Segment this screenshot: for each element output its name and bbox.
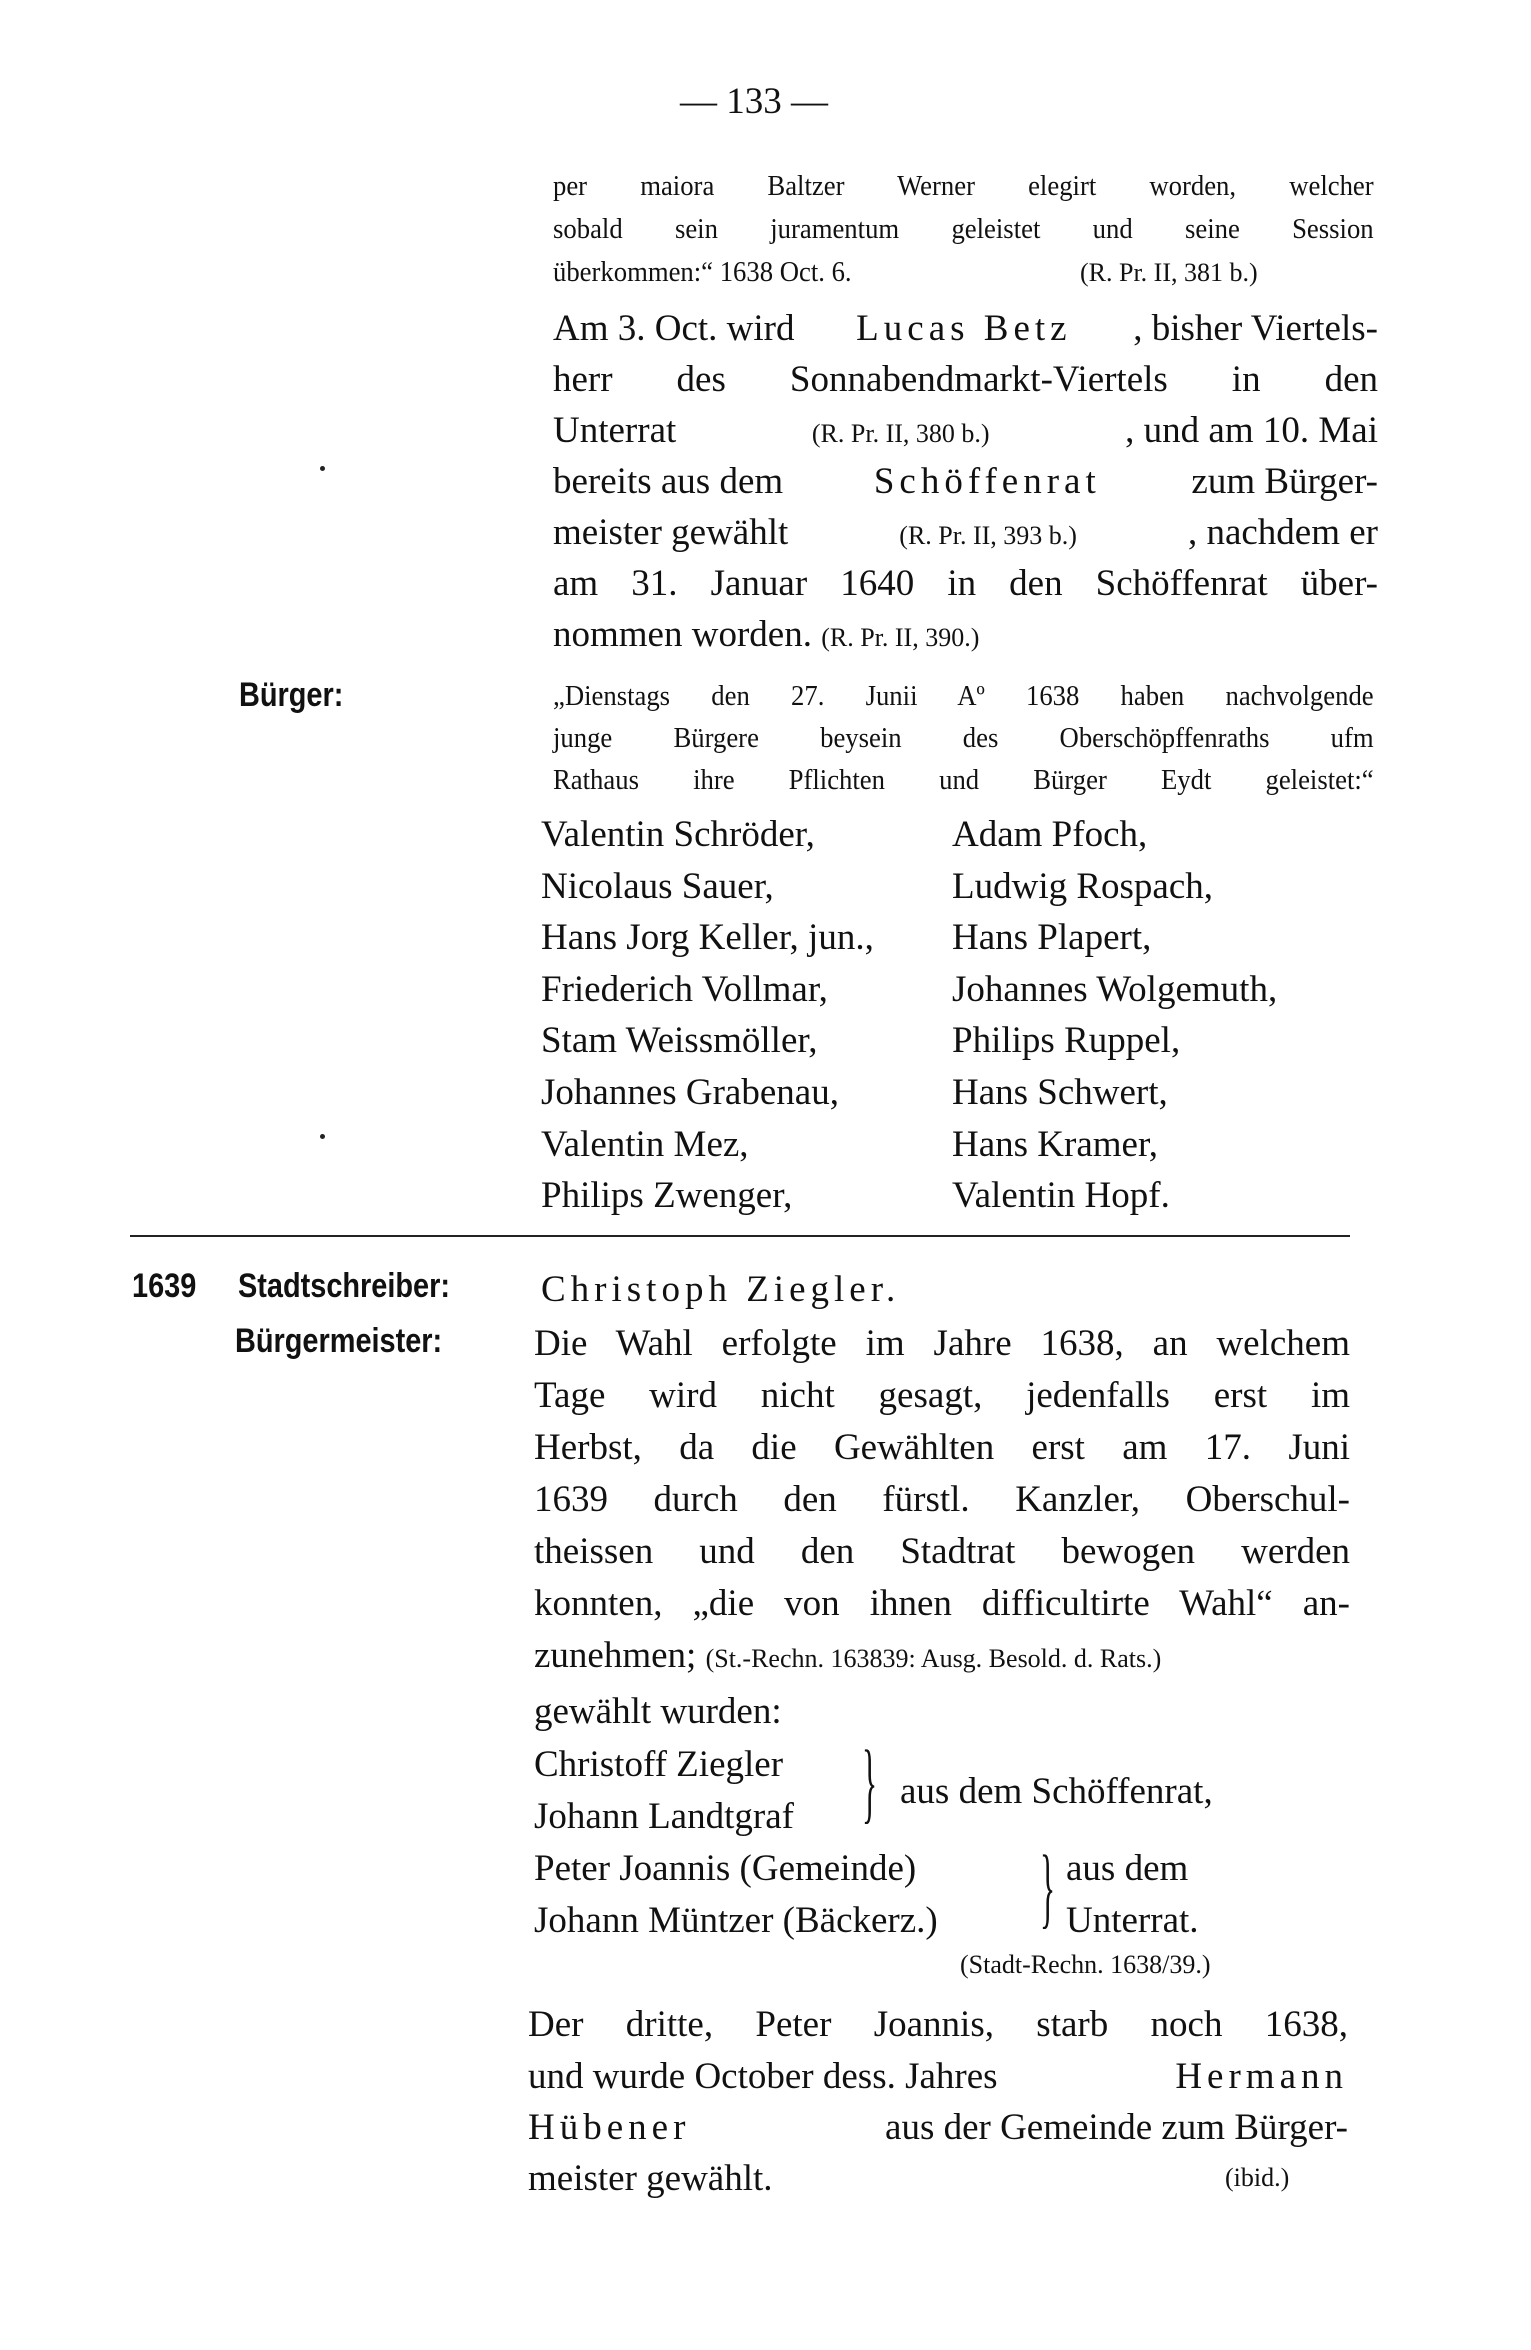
text: aus der Gemeinde zum Bürger-: [885, 2107, 1348, 2148]
citizen-name: Nicolaus Sauer,: [541, 865, 774, 907]
person-name: Hübener: [528, 2107, 691, 2148]
text: zunehmen;: [534, 1635, 697, 1676]
text-line: [553, 409, 1378, 452]
citizen-name: Hans Jorg Keller, jun.,: [541, 917, 874, 959]
text: , und am 10. Mai: [1125, 410, 1378, 451]
text: Am 3. Oct. wird: [553, 308, 795, 349]
text-line: herr des Sonnabendmarkt-Viertels in den: [553, 359, 1378, 400]
text: bereits aus dem: [553, 461, 784, 502]
citizen-name: Hans Plapert,: [952, 917, 1152, 959]
citizen-name: Philips Ruppel,: [952, 1020, 1181, 1062]
citizen-name: Valentin Hopf.: [952, 1175, 1170, 1217]
text-line: [553, 511, 1378, 554]
text-line: [534, 1634, 1161, 1677]
citizen-name: Philips Zwenger,: [541, 1175, 793, 1217]
stadtschreiber-name: Christoph Ziegler.: [541, 1269, 901, 1310]
text-line: konnten, „die von ihnen difficultirte Wahl“ an-: [534, 1583, 1350, 1624]
text: zum Bürger-: [1191, 461, 1378, 502]
text-line: [553, 307, 1378, 350]
source-reference: (St.-Rechn. 163839: Ausg. Besold. d. Rats.): [705, 1644, 1162, 1673]
source-reference: (R. Pr. II, 381 b.): [1080, 258, 1258, 287]
quote-line: sobald sein juramentum geleistet und seine Session: [553, 213, 1374, 245]
speck: [320, 466, 325, 471]
citizen-name: Adam Pfoch,: [952, 814, 1148, 855]
citizen-name: Stam Weissmöller,: [541, 1020, 818, 1062]
source-reference: (R. Pr. II, 393 b.): [899, 521, 1077, 550]
stadtschreiber-label: Stadtschreiber:: [238, 1267, 450, 1305]
text-line: am 31. Januar 1640 in den Schöffenrat über-: [553, 563, 1378, 604]
buergermeister-label: Bürgermeister:: [235, 1322, 443, 1360]
text-line: [528, 2055, 1348, 2098]
text: , nachdem er: [1187, 512, 1378, 553]
group-label: aus dem: [1066, 1848, 1189, 1889]
text-line: [553, 460, 1378, 503]
quote-line: „Dienstags den 27. Junii Aº 1638 haben nachvolgende: [553, 680, 1374, 712]
citizen-name: Valentin Schröder,: [541, 814, 815, 855]
citizen-name: Valentin Mez,: [541, 1123, 749, 1165]
text-line: Tage wird nicht gesagt, jedenfalls erst im: [534, 1375, 1350, 1416]
brace-icon: }: [1040, 1838, 1056, 1937]
text-line: theissen und den Stadtrat bewogen werden: [534, 1531, 1350, 1572]
group-label: Unterrat.: [1066, 1900, 1199, 1941]
text-line: gewählt wurden:: [534, 1691, 782, 1732]
section-divider: [130, 1235, 1350, 1237]
person-name: Lucas Betz: [856, 308, 1072, 349]
citizen-name: Hans Kramer,: [952, 1123, 1159, 1165]
citizen-name: Hans Schwert,: [952, 1072, 1168, 1113]
section-label-buerger: Bürger:: [239, 676, 344, 714]
text: Schöffenrat: [873, 461, 1101, 502]
elected-name: Christoff Ziegler: [534, 1744, 784, 1785]
text-line: meister gewählt.: [528, 2158, 773, 2199]
citizen-name: Johannes Wolgemuth,: [952, 968, 1278, 1010]
text: Unterrat: [553, 410, 677, 451]
elected-name: Johann Müntzer (Bäckerz.): [534, 1900, 938, 1941]
source-reference: (R. Pr. II, 380 b.): [811, 419, 990, 448]
text: , bisher Viertels-: [1133, 308, 1378, 349]
quote-line: per maiora Baltzer Werner elegirt worden, welcher: [553, 170, 1374, 202]
text-line: [528, 2106, 1348, 2149]
citizen-name: Ludwig Rospach,: [952, 865, 1214, 907]
speck: [320, 1134, 325, 1139]
brace-icon: }: [862, 1733, 878, 1832]
text-line: Herbst, da die Gewählten erst am 17. Juni: [534, 1427, 1350, 1468]
quote-line: junge Bürgere beysein des Oberschöpffenraths ufm: [553, 722, 1374, 754]
source-reference: (ibid.): [1225, 2163, 1290, 2192]
source-reference: (R. Pr. II, 390.): [821, 623, 980, 652]
quote-line: überkommen:“ 1638 Oct. 6.: [553, 256, 852, 288]
page-number: — 133 —: [680, 81, 828, 122]
elected-name: Peter Joannis (Gemeinde): [534, 1848, 917, 1889]
citizen-name: Johannes Grabenau,: [541, 1072, 839, 1113]
year-label: 1639: [132, 1267, 197, 1305]
elected-name: Johann Landtgraf: [534, 1796, 794, 1837]
text-line: 1639 durch den fürstl. Kanzler, Oberschul-: [534, 1479, 1350, 1520]
source-reference: (Stadt-Rechn. 1638/39.): [960, 1950, 1211, 1979]
text: meister gewählt: [553, 512, 789, 553]
text-line: Der dritte, Peter Joannis, starb noch 1638,: [528, 2004, 1348, 2045]
quote-line: Rathaus ihre Pflichten und Bürger Eydt geleistet:“: [553, 764, 1374, 796]
text: und wurde October dess. Jahres: [528, 2056, 998, 2097]
group-label: aus dem Schöffenrat,: [900, 1771, 1213, 1812]
person-name: Hermann: [1175, 2056, 1348, 2097]
text: nommen worden.: [553, 614, 812, 655]
text-line: Die Wahl erfolgte im Jahre 1638, an welchem: [534, 1323, 1350, 1364]
text-line: [553, 613, 979, 656]
citizen-name: Friederich Vollmar,: [541, 968, 828, 1010]
